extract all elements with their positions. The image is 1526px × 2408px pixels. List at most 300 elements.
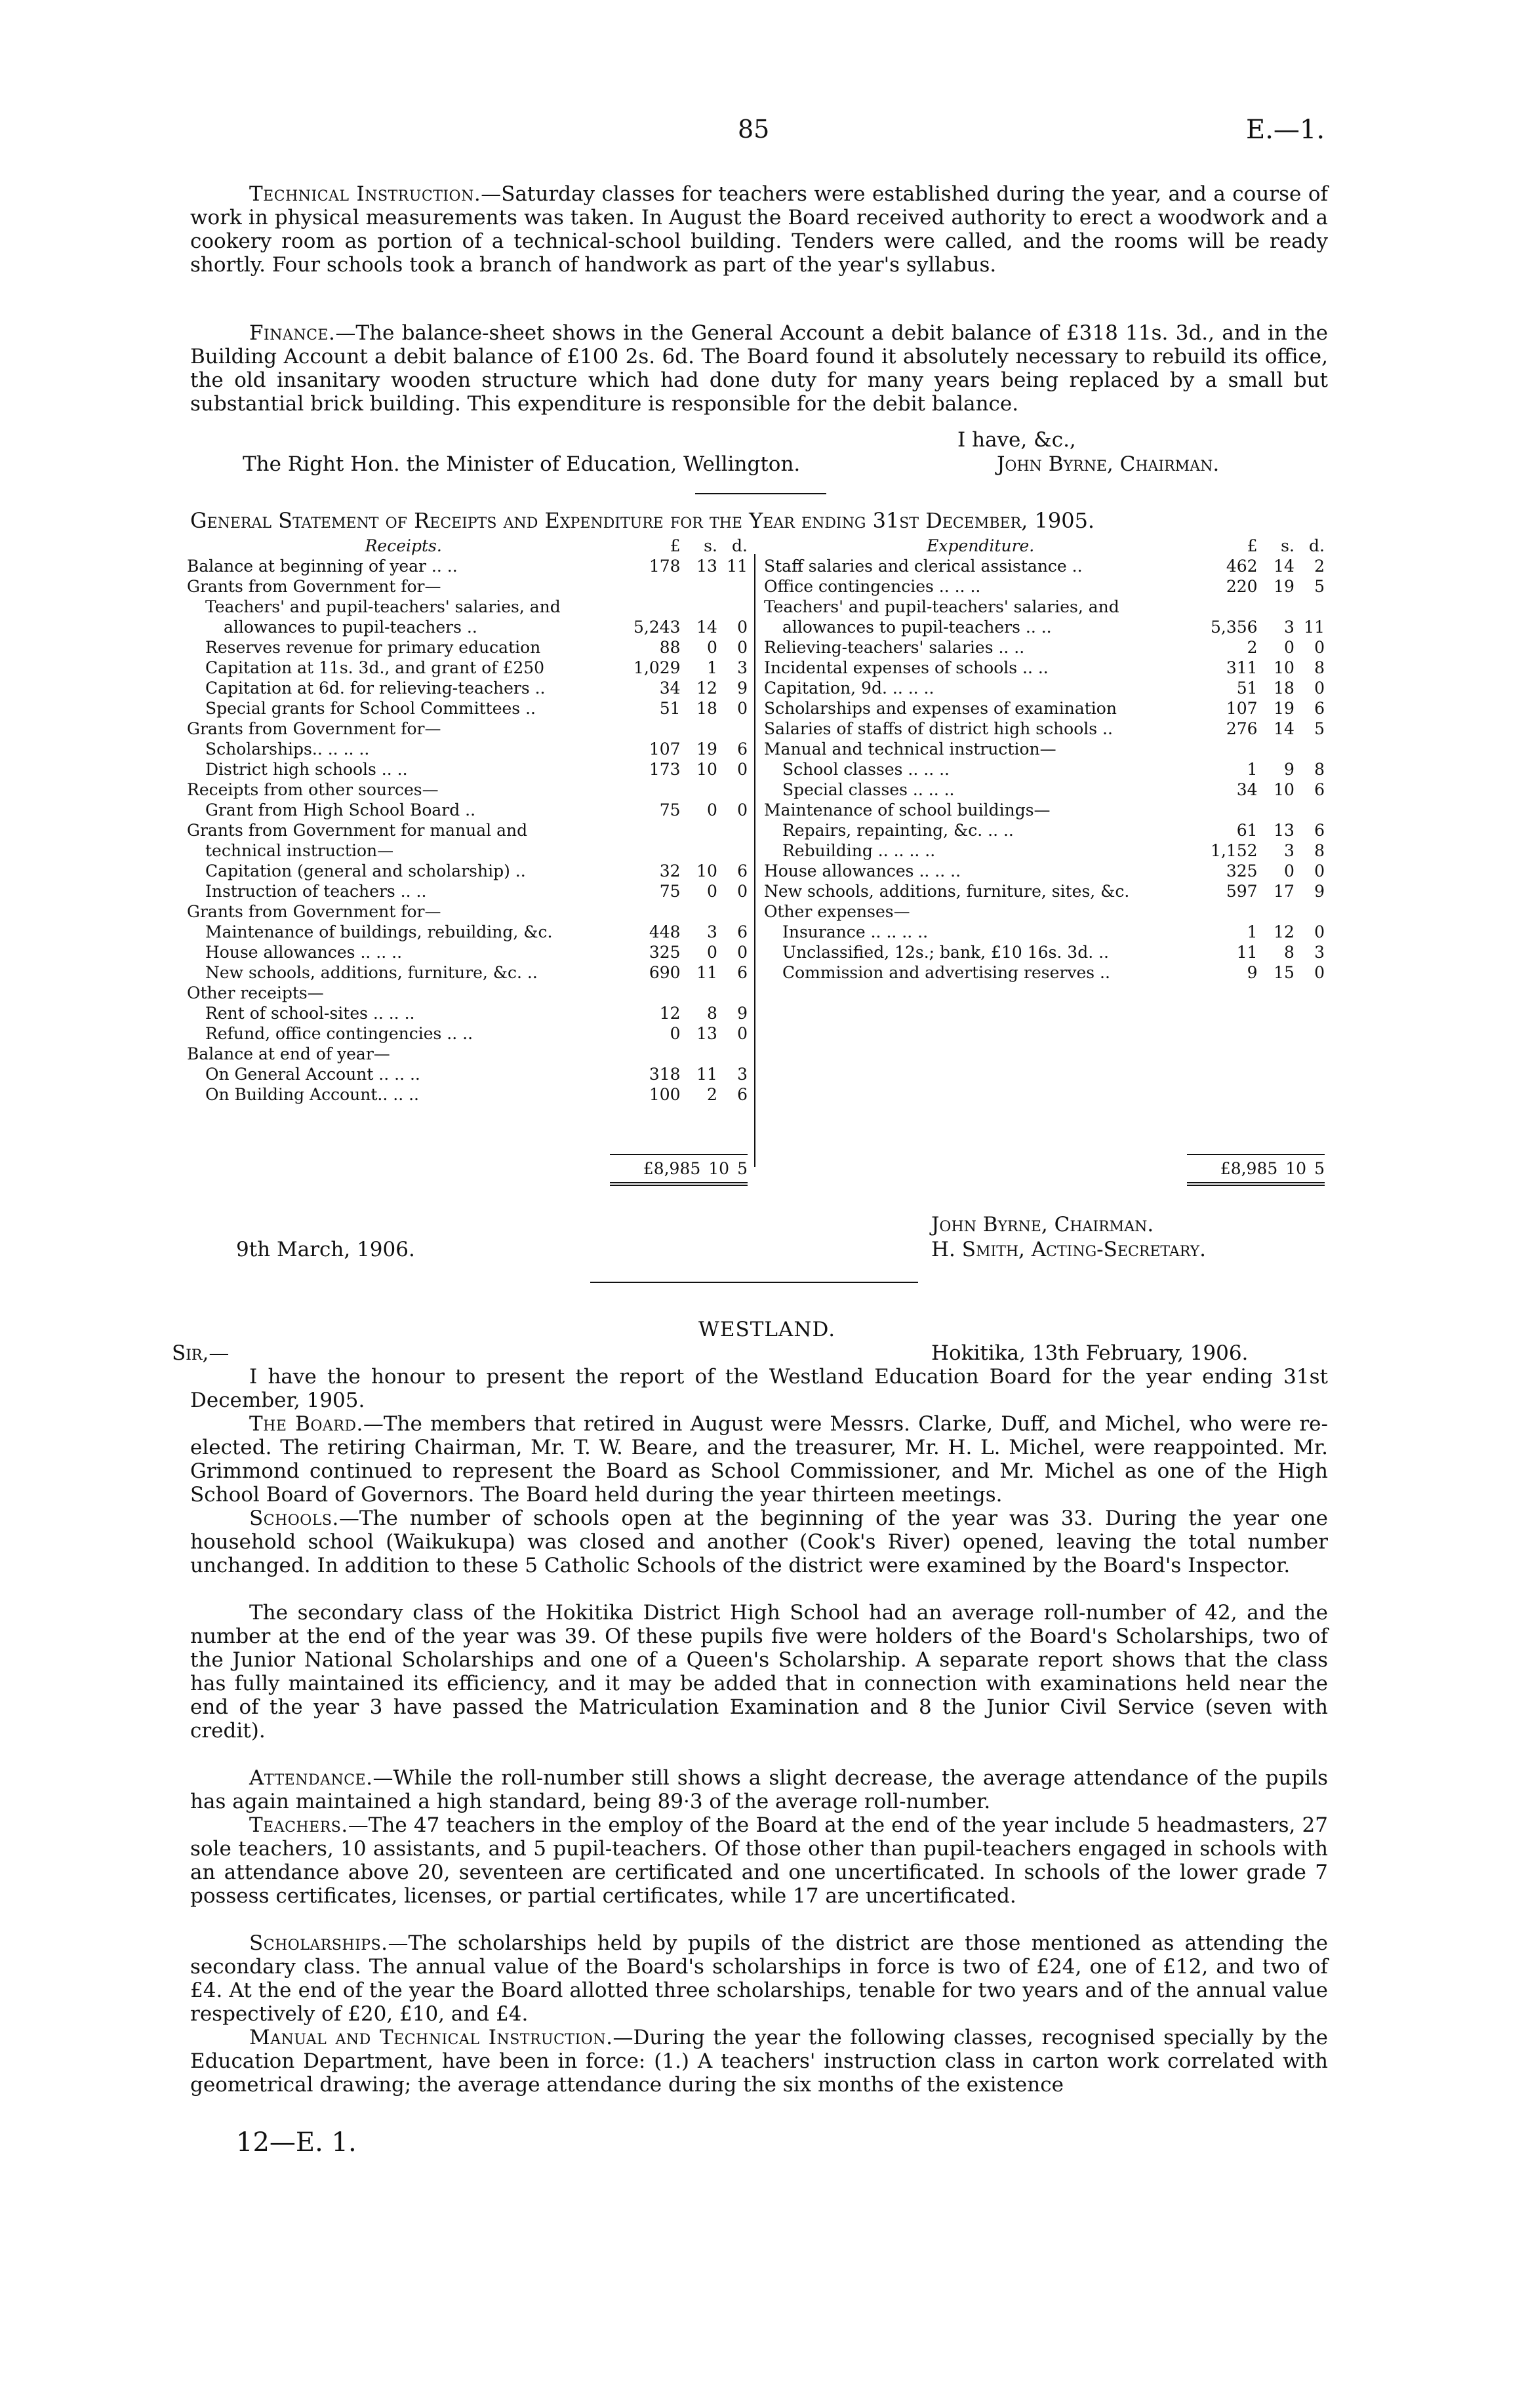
receipts-pounds [620, 901, 680, 922]
table-column-divider [754, 554, 755, 1167]
expenditure-pounds: 1 [1247, 922, 1258, 941]
expenditure-pence: 0 [1314, 679, 1325, 698]
expenditure-row [764, 759, 1325, 780]
receipts-pounds [620, 780, 680, 800]
receipts-row [187, 637, 748, 658]
receipts-label: Instruction of teachers .. .. [205, 882, 427, 901]
expenditure-pence: 11 [1304, 618, 1325, 637]
receipts-total-shillings: 10 [708, 1159, 730, 1178]
text-schools: —The number of schools open at the beginning of the year was 33. During the year one household school (Waikukupa) was closed and another (Cook's River) opened, leaving the total number unchanged. In addition to these 5 Catholic Schools of the district were examined by the Board's Inspector. [190, 1507, 1328, 1577]
expenditure-pounds [1197, 597, 1257, 617]
page-reference: E.—1. [1246, 115, 1325, 145]
col-pounds: £ [1247, 536, 1258, 555]
receipts-pounds [620, 1044, 680, 1064]
receipts-table [187, 536, 748, 1105]
receipts-row [187, 597, 748, 617]
receipts-pounds: 51 [659, 699, 681, 718]
expenditure-shillings: 19 [1274, 699, 1295, 718]
receipts-pounds: 173 [649, 760, 681, 779]
expenditure-shillings: 14 [1274, 719, 1295, 738]
receipts-pounds: 690 [649, 963, 681, 982]
receipts-pounds [620, 820, 680, 840]
receipts-pounds [620, 719, 680, 739]
receipts-pence: 3 [737, 658, 748, 677]
receipts-pence: 0 [737, 638, 748, 657]
section-divider-1 [695, 493, 826, 494]
signature-mark: 12—E. 1. [236, 2127, 357, 2158]
receipts-pounds: 1,029 [633, 658, 681, 677]
expenditure-pounds: 462 [1226, 557, 1258, 576]
receipts-pence [717, 576, 748, 597]
expenditure-pounds: 9 [1247, 963, 1258, 982]
expenditure-row [764, 840, 1325, 861]
expenditure-pounds: 5,356 [1211, 618, 1258, 637]
receipts-pence: 3 [737, 1065, 748, 1084]
paragraph-secondary-class [190, 1601, 1328, 1743]
receipts-row [187, 962, 748, 983]
expenditure-label: Office contingencies .. .. .. [764, 577, 981, 596]
signature-chairman: John Byrne, Chairman. [931, 1213, 1154, 1236]
paragraph-technical-instruction [190, 182, 1328, 277]
receipts-pence: 0 [737, 618, 748, 637]
expenditure-label: New schools, additions, furniture, sites, &c. [764, 882, 1130, 901]
expenditure-label: Other expenses— [764, 902, 910, 921]
receipts-shillings [681, 983, 717, 1003]
expenditure-shillings: 3 [1283, 841, 1295, 860]
receipts-shillings [681, 820, 717, 840]
expenditure-label: House allowances .. .. .. [764, 861, 961, 880]
expenditure-row [764, 800, 1325, 820]
lead-manual-technical: Manual and Technical Instruction. [249, 2026, 613, 2049]
expenditure-pence: 2 [1314, 557, 1325, 576]
page-number: 85 [738, 115, 770, 144]
receipts-pence: 0 [737, 699, 748, 718]
expenditure-total-pence: 5 [1314, 1159, 1325, 1178]
statement-date: 9th March, 1906. [236, 1238, 415, 1261]
expenditure-label: Staff salaries and clerical assistance .. [764, 557, 1083, 576]
receipts-shillings [681, 901, 717, 922]
expenditure-shillings: 13 [1274, 821, 1295, 840]
paragraph-board [190, 1412, 1328, 1507]
expenditure-label: Relieving-teachers' salaries .. .. [764, 638, 1025, 657]
expenditure-label: Manual and technical instruction— [764, 740, 1056, 759]
receipts-label: Rent of school-sites .. .. .. [205, 1004, 415, 1023]
receipts-heading: Receipts. [365, 536, 442, 555]
expenditure-row [764, 881, 1325, 901]
text-finance: —The balance-sheet shows in the General Account a debit balance of £318 11s. 3d., and in the Building Account a debit balance of £100 2s. 6d. The Board found it absolutely necessary to rebuild its office, the old insanitary wooden structure which had done duty for many years being replaced by a small but substantial brick building. This expenditure is responsible for the debit balance. [190, 321, 1328, 416]
expenditure-pounds [1197, 901, 1257, 922]
section-divider-2 [590, 1282, 918, 1283]
expenditure-row [764, 739, 1325, 759]
receipts-pence: 11 [727, 557, 748, 576]
expenditure-shillings [1258, 800, 1295, 820]
receipts-pounds: 0 [670, 1024, 681, 1043]
text-technical-instruction: —Saturday classes for teachers were established during the year, and a course of work in physical measurements was taken. In August the Board received authority to erect a woodwork and a cookery room as portion of a technical-school building. Tenders were called, and the rooms will be ready shortly. Four schools took a branch of handwork as part of the year's syllabus. [190, 182, 1328, 277]
receipts-row [187, 840, 748, 861]
receipts-label: Maintenance of buildings, rebuilding, &c. [205, 922, 553, 941]
receipts-pence [717, 901, 748, 922]
receipts-label: allowances to pupil-teachers .. [224, 618, 477, 637]
receipts-shillings: 10 [696, 760, 717, 779]
receipts-label: Grant from High School Board .. [205, 800, 476, 819]
receipts-shillings: 10 [696, 861, 717, 880]
expenditure-heading: Expenditure. [927, 536, 1035, 555]
col-pence: d. [1309, 536, 1325, 555]
receipts-pence: 9 [737, 1004, 748, 1023]
expenditure-pence [1295, 800, 1325, 820]
expenditure-pounds: 107 [1226, 699, 1258, 718]
expenditure-row [764, 576, 1325, 597]
receipts-label: Capitation at 6d. for relieving-teachers .. [205, 679, 546, 698]
receipts-shillings [681, 719, 717, 739]
receipts-row [187, 678, 748, 698]
receipts-row [187, 576, 748, 597]
expenditure-row [764, 658, 1325, 678]
expenditure-pounds: 597 [1226, 882, 1258, 901]
receipts-label: Teachers' and pupil-teachers' salaries, and [205, 597, 561, 616]
westland-heading: WESTLAND. [698, 1318, 836, 1341]
receipts-shillings: 2 [706, 1085, 717, 1104]
expenditure-pence: 0 [1314, 922, 1325, 941]
receipts-row [187, 780, 748, 800]
expenditure-label: Scholarships and expenses of examination [764, 699, 1117, 718]
expenditure-row [764, 719, 1325, 739]
receipts-pounds: 75 [659, 882, 681, 901]
expenditure-row [764, 678, 1325, 698]
expenditure-shillings: 8 [1283, 943, 1295, 962]
receipts-row [187, 698, 748, 719]
receipts-shillings: 13 [696, 557, 717, 576]
expenditure-pence: 0 [1314, 638, 1325, 657]
receipts-label: Receipts from other sources— [187, 780, 439, 799]
receipts-label: Capitation at 11s. 3d., and grant of £250 [205, 658, 545, 677]
receipts-pounds: 5,243 [633, 618, 681, 637]
receipts-row [187, 1003, 748, 1023]
expenditure-pence: 3 [1314, 943, 1325, 962]
receipts-pence: 0 [737, 760, 748, 779]
expenditure-label: Maintenance of school buildings— [764, 800, 1051, 819]
expenditure-pounds: 220 [1226, 577, 1258, 596]
receipts-label: Grants from Government for— [187, 719, 441, 738]
paragraph-attendance [190, 1766, 1328, 1813]
receipts-pounds: 12 [659, 1004, 681, 1023]
receipts-shillings [681, 1044, 717, 1064]
receipts-pounds: 318 [649, 1065, 681, 1084]
lead-scholarships: Scholarships. [249, 1931, 388, 1955]
receipts-row [187, 1044, 748, 1064]
text-manual-technical: —During the year the following classes, recognised specially by the Education Department, have been in force: (1.) A teachers' instruction class in carton work correlated with geometrical drawing; the average attendance during the six months of the existence [190, 2026, 1329, 2097]
receipts-label: Grants from Government for— [187, 577, 441, 596]
receipts-pounds: 32 [659, 861, 681, 880]
receipts-row [187, 719, 748, 739]
expenditure-pounds: 34 [1236, 780, 1258, 799]
paragraph-teachers [190, 1813, 1328, 1908]
receipts-label: On General Account .. .. .. [205, 1065, 420, 1084]
expenditure-pence: 8 [1314, 760, 1325, 779]
receipts-label: Other receipts— [187, 983, 324, 1002]
receipts-shillings: 14 [696, 618, 717, 637]
receipts-pounds: 107 [649, 740, 681, 759]
receipts-pence: 6 [737, 740, 748, 759]
receipts-total [610, 1154, 748, 1186]
text-teachers: —The 47 teachers in the employ of the Board at the end of the year include 5 headmasters, 27 sole teachers, 10 assistants, and 5 pupil-teachers. Of those other than pupil-teachers engaged in schools with an attendance above 20, seventeen are certificated and one uncertificated. In schools of the lower grade 7 possess certificates, licenses, or partial certificates, while 17 are uncertificated. [190, 1813, 1328, 1908]
receipts-pence: 0 [737, 800, 748, 819]
receipts-row [187, 1064, 748, 1084]
receipts-row [187, 739, 748, 759]
expenditure-pence: 8 [1314, 658, 1325, 677]
expenditure-shillings [1258, 901, 1295, 922]
receipts-row [187, 901, 748, 922]
receipts-shillings: 12 [696, 679, 717, 698]
receipts-pence [717, 780, 748, 800]
receipts-label: Balance at beginning of year .. .. [187, 557, 458, 576]
expenditure-label: Rebuilding .. .. .. .. [782, 841, 936, 860]
paragraph-intro [190, 1365, 1328, 1412]
expenditure-pounds [1197, 739, 1257, 759]
expenditure-pounds: 11 [1236, 943, 1258, 962]
expenditure-row [764, 942, 1325, 962]
expenditure-shillings: 15 [1274, 963, 1295, 982]
col-pence: d. [732, 536, 748, 555]
expenditure-row [764, 556, 1325, 576]
expenditure-row [764, 617, 1325, 637]
receipts-row [187, 881, 748, 901]
expenditure-table [764, 536, 1325, 983]
lead-attendance: Attendance. [249, 1766, 373, 1790]
receipts-row [187, 861, 748, 881]
expenditure-label: Insurance .. .. .. .. [782, 922, 929, 941]
expenditure-total-shillings: 10 [1285, 1159, 1307, 1178]
expenditure-pence: 0 [1314, 861, 1325, 880]
expenditure-shillings: 0 [1283, 638, 1295, 657]
receipts-shillings: 11 [696, 963, 717, 982]
expenditure-pounds: 2 [1247, 638, 1258, 657]
expenditure-pence: 6 [1314, 780, 1325, 799]
paragraph-finance [190, 321, 1328, 416]
expenditure-row [764, 597, 1325, 617]
expenditure-pence: 9 [1314, 882, 1325, 901]
paragraph-schools [190, 1507, 1328, 1577]
receipts-pence: 6 [737, 963, 748, 982]
receipts-row [187, 983, 748, 1003]
receipts-label: On Building Account.. .. .. [205, 1085, 419, 1104]
expenditure-pence: 0 [1314, 963, 1325, 982]
addressee-minister: The Right Hon. the Minister of Education, Wellington. [243, 452, 801, 476]
expenditure-pounds: 1,152 [1211, 841, 1258, 860]
expenditure-label: Special classes .. .. .. [782, 780, 955, 799]
receipts-row [187, 658, 748, 678]
text-board: —The members that retired in August were Messrs. Clarke, Duff, and Michel, who were re-elected. The retiring Chairman, Mr. T. W. Beare, and the treasurer, Mr. H. L. Michel, were reappointed. Mr. Grimmond continued to represent the Board as School Commissioner, and Mr. Michel as one of the High School Board of Governors. The Board held during the year thirteen meetings. [190, 1412, 1329, 1507]
lead-finance: Finance. [249, 321, 336, 345]
receipts-pounds: 325 [649, 943, 681, 962]
receipts-shillings: 0 [706, 943, 717, 962]
receipts-pounds [620, 983, 680, 1003]
receipts-shillings [681, 576, 717, 597]
expenditure-pence [1295, 739, 1325, 759]
receipts-pounds: 75 [659, 800, 681, 819]
receipts-shillings: 1 [706, 658, 717, 677]
expenditure-pence: 8 [1314, 841, 1325, 860]
receipts-row [187, 922, 748, 942]
expenditure-shillings: 18 [1274, 679, 1295, 698]
statement-title: General Statement of Receipts and Expenditure for the Year ending 31st December, 1905. [190, 508, 1095, 533]
closing-i-have: I have, &c., [957, 428, 1076, 452]
expenditure-label: Commission and advertising reserves .. [782, 963, 1110, 982]
signature-secretary: H. Smith, Acting-Secretary. [931, 1238, 1207, 1261]
receipts-pounds: 100 [649, 1085, 681, 1104]
receipts-pence [717, 820, 748, 840]
col-pounds: £ [670, 536, 681, 555]
expenditure-row [764, 922, 1325, 942]
expenditure-pounds: 325 [1226, 861, 1258, 880]
expenditure-row [764, 861, 1325, 881]
receipts-shillings: 0 [706, 638, 717, 657]
receipts-row [187, 617, 748, 637]
expenditure-pence: 6 [1314, 821, 1325, 840]
receipts-label: Balance at end of year— [187, 1044, 390, 1063]
paragraph-scholarships [190, 1931, 1328, 2026]
salutation: Sir,— [172, 1341, 230, 1365]
lead-technical-instruction: Technical Instruction. [249, 182, 481, 206]
expenditure-shillings: 12 [1274, 922, 1295, 941]
receipts-pence [717, 983, 748, 1003]
expenditure-row [764, 962, 1325, 983]
expenditure-label: Incidental expenses of schools .. .. [764, 658, 1049, 677]
receipts-pence [717, 597, 748, 617]
expenditure-shillings: 19 [1274, 577, 1295, 596]
expenditure-pence: 5 [1314, 577, 1325, 596]
receipts-shillings: 19 [696, 740, 717, 759]
receipts-pounds [620, 576, 680, 597]
expenditure-shillings: 10 [1274, 780, 1295, 799]
receipts-label: Capitation (general and scholarship) .. [205, 861, 526, 880]
receipts-label: Grants from Government for— [187, 902, 441, 921]
receipts-shillings: 13 [696, 1024, 717, 1043]
receipts-shillings: 11 [696, 1065, 717, 1084]
expenditure-pence: 6 [1314, 699, 1325, 718]
expenditure-pence: 5 [1314, 719, 1325, 738]
lead-schools: Schools. [249, 1507, 339, 1530]
expenditure-total [1187, 1154, 1325, 1186]
text-scholarships: —The scholarships held by pupils of the district are those mentioned as attending the secondary class. The annual value of the Board's scholarships in force is two of £24, one of £12, and two of £4. At the end of the year the Board allotted three scholarships, tenable for two years and of the annual value respectively of £20, £10, and £4. [190, 1931, 1328, 2026]
receipts-pounds [620, 597, 680, 617]
lead-teachers: Teachers. [249, 1813, 348, 1837]
receipts-pounds: 34 [659, 679, 681, 698]
expenditure-label: Salaries of staffs of district high schools .. [764, 719, 1113, 738]
expenditure-shillings: 10 [1274, 658, 1295, 677]
receipts-pounds: 448 [649, 922, 681, 941]
receipts-shillings: 8 [706, 1004, 717, 1023]
text-intro: I have the honour to present the report of the Westland Education Board for the year ending 31st December, 1905. [190, 1365, 1328, 1412]
col-shillings: s. [704, 536, 717, 555]
expenditure-row [764, 901, 1325, 922]
receipts-label: technical instruction— [205, 841, 394, 860]
receipts-row [187, 1023, 748, 1044]
receipts-row [187, 820, 748, 840]
expenditure-shillings: 0 [1283, 861, 1295, 880]
receipts-row [187, 942, 748, 962]
lead-board: The Board. [249, 1412, 363, 1436]
receipts-pounds: 88 [659, 638, 681, 657]
receipts-pence [717, 719, 748, 739]
expenditure-shillings: 14 [1274, 557, 1295, 576]
expenditure-pounds: 61 [1236, 821, 1258, 840]
col-shillings: s. [1281, 536, 1295, 555]
receipts-shillings: 3 [706, 922, 717, 941]
receipts-total-pounds: £8,985 [643, 1159, 701, 1178]
expenditure-shillings: 17 [1274, 882, 1295, 901]
expenditure-row [764, 820, 1325, 840]
receipts-pence [717, 840, 748, 861]
receipts-label: New schools, additions, furniture, &c. .. [205, 963, 538, 982]
receipts-label: Special grants for School Committees .. [205, 699, 536, 718]
receipts-pence: 9 [737, 679, 748, 698]
receipts-pence: 0 [737, 943, 748, 962]
paragraph-manual-technical [190, 2026, 1328, 2097]
receipts-shillings [681, 780, 717, 800]
expenditure-label: Unclassified, 12s.; bank, £10 16s. 3d. .. [782, 943, 1109, 962]
receipts-label: Grants from Government for manual and [187, 821, 528, 840]
signer-chairman: John Byrne, Chairman. [997, 452, 1220, 476]
receipts-pounds [620, 840, 680, 861]
expenditure-shillings: 3 [1283, 618, 1295, 637]
receipts-pence: 6 [737, 861, 748, 880]
receipts-label: Refund, office contingencies .. .. [205, 1024, 473, 1043]
expenditure-label: allowances to pupil-teachers .. .. [782, 618, 1052, 637]
receipts-total-pence: 5 [737, 1159, 748, 1178]
expenditure-pounds: 311 [1226, 658, 1258, 677]
receipts-row [187, 759, 748, 780]
expenditure-shillings [1258, 739, 1295, 759]
receipts-row [187, 1084, 748, 1105]
receipts-pence: 6 [737, 922, 748, 941]
receipts-shillings [681, 597, 717, 617]
expenditure-pounds: 1 [1247, 760, 1258, 779]
expenditure-label: Teachers' and pupil-teachers' salaries, and [764, 597, 1119, 616]
expenditure-pounds: 276 [1226, 719, 1258, 738]
text-attendance: —While the roll-number still shows a slight decrease, the average attendance of the pupils has again maintained a high standard, being 89·3 of the average roll-number. [190, 1766, 1328, 1813]
receipts-pounds: 178 [649, 557, 681, 576]
expenditure-shillings [1258, 597, 1295, 617]
receipts-pence: 6 [737, 1085, 748, 1104]
expenditure-pounds: 51 [1236, 679, 1258, 698]
receipts-pence [717, 1044, 748, 1064]
expenditure-label: Capitation, 9d. .. .. .. [764, 679, 934, 698]
expenditure-label: Repairs, repainting, &c. .. .. [782, 821, 1014, 840]
expenditure-pounds [1197, 800, 1257, 820]
receipts-shillings: 0 [706, 882, 717, 901]
expenditure-shillings: 9 [1283, 760, 1295, 779]
expenditure-total-pounds: £8,985 [1220, 1159, 1278, 1178]
receipts-label: House allowances .. .. .. [205, 943, 403, 962]
place-date: Hokitika, 13th February, 1906. [931, 1341, 1249, 1365]
expenditure-row [764, 637, 1325, 658]
receipts-row [187, 556, 748, 576]
receipts-label: Reserves revenue for primary education [205, 638, 541, 657]
expenditure-label: School classes .. .. .. [782, 760, 950, 779]
expenditure-row [764, 698, 1325, 719]
receipts-pence: 0 [737, 1024, 748, 1043]
expenditure-row [764, 780, 1325, 800]
receipts-shillings: 0 [706, 800, 717, 819]
receipts-shillings [681, 840, 717, 861]
receipts-label: Scholarships.. .. .. .. [205, 740, 370, 759]
receipts-shillings: 18 [696, 699, 717, 718]
text-secondary-class: The secondary class of the Hokitika District High School had an average roll-number of 42, and the number at the end of the year was 39. Of these pupils five were holders of the Board's Scholarships, two of the Junior National Scholarships and one of a Queen's Scholarship. A separate report shows that the class has fully maintained its efficiency, and it may be added that in connection with examinations held near the end of the year 3 have passed the Matriculation Examination and 8 the Junior Civil Service (seven with credit). [190, 1601, 1328, 1743]
expenditure-pence [1295, 901, 1325, 922]
receipts-row [187, 800, 748, 820]
receipts-pence: 0 [737, 882, 748, 901]
